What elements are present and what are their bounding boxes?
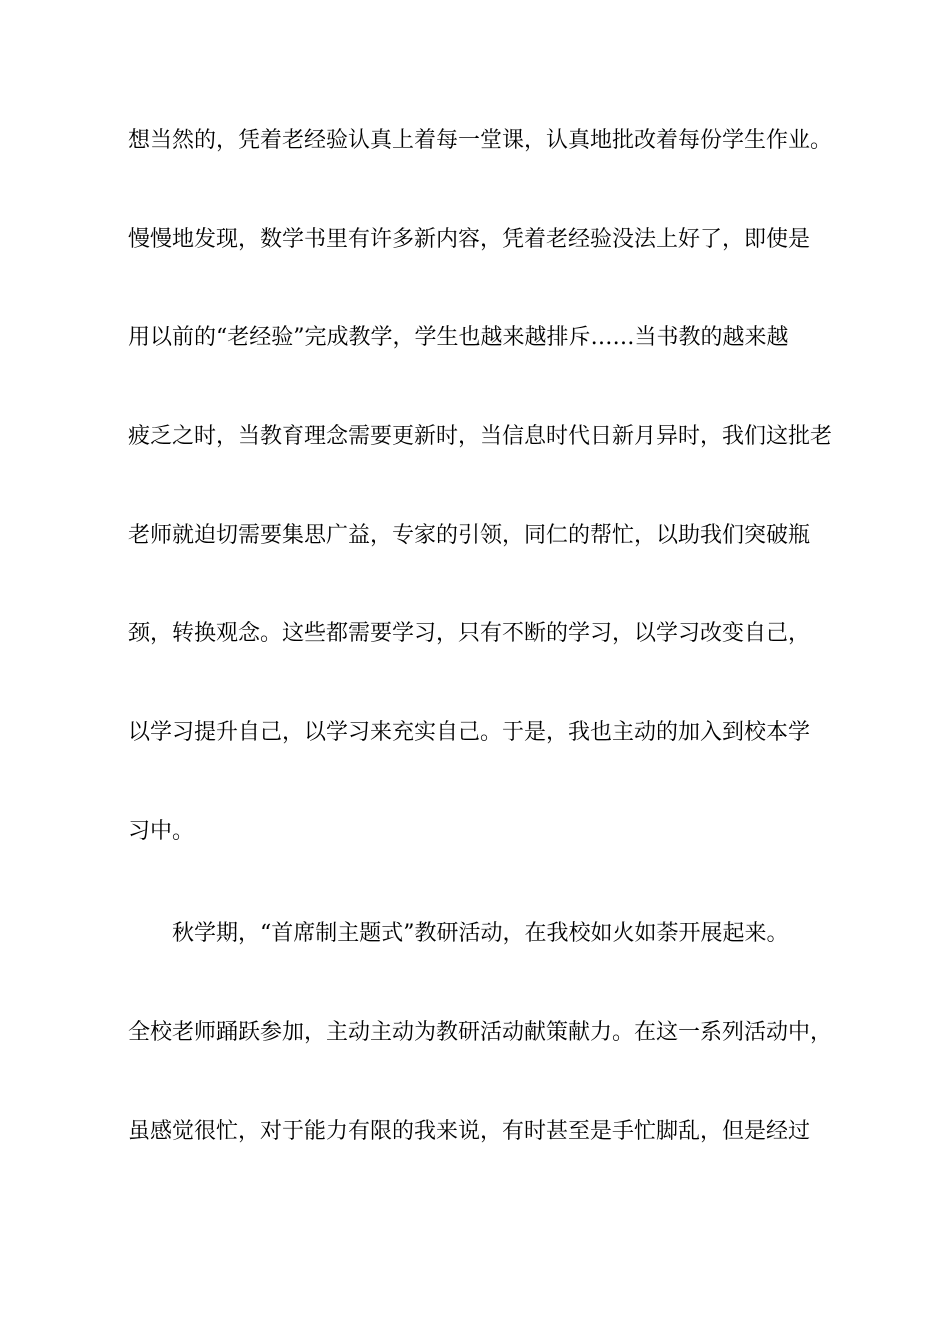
- text-line-5: 老师就迫切需要集思广益，专家的引领，同仁的帮忙，以助我们突破瓶: [128, 523, 811, 548]
- text-line-7: 以学习提升自己，以学习来充实自己。于是，我也主动的加入到校本学: [128, 720, 811, 745]
- text-line-4: 疲乏之时，当教育理念需要更新时，当信息时代日新月异时，我们这批老: [128, 424, 833, 449]
- text-line-3: 用以前的“老经验”完成教学，学生也越来越排斥……当书教的越来越: [128, 325, 789, 350]
- text-line-2: 慢慢地发现，数学书里有许多新内容，凭着老经验没法上好了，即使是: [128, 227, 811, 252]
- paragraph-start-line: 秋学期，“首席制主题式”教研活动，在我校如火如荼开展起来。: [172, 921, 789, 946]
- text-line-8: 习中。: [128, 819, 195, 844]
- text-line-10: 全校老师踊跃参加，主动主动为教研活动献策献力。在这一系列活动中，: [128, 1020, 833, 1045]
- text-line-6: 颈，转换观念。这些都需要学习，只有不断的学习，以学习改变自己，: [128, 621, 811, 646]
- text-line-11: 虽感觉很忙，对于能力有限的我来说，有时甚至是手忙脚乱，但是经过: [128, 1119, 811, 1144]
- text-line-1: 想当然的，凭着老经验认真上着每一堂课，认真地批改着每份学生作业。: [128, 128, 833, 153]
